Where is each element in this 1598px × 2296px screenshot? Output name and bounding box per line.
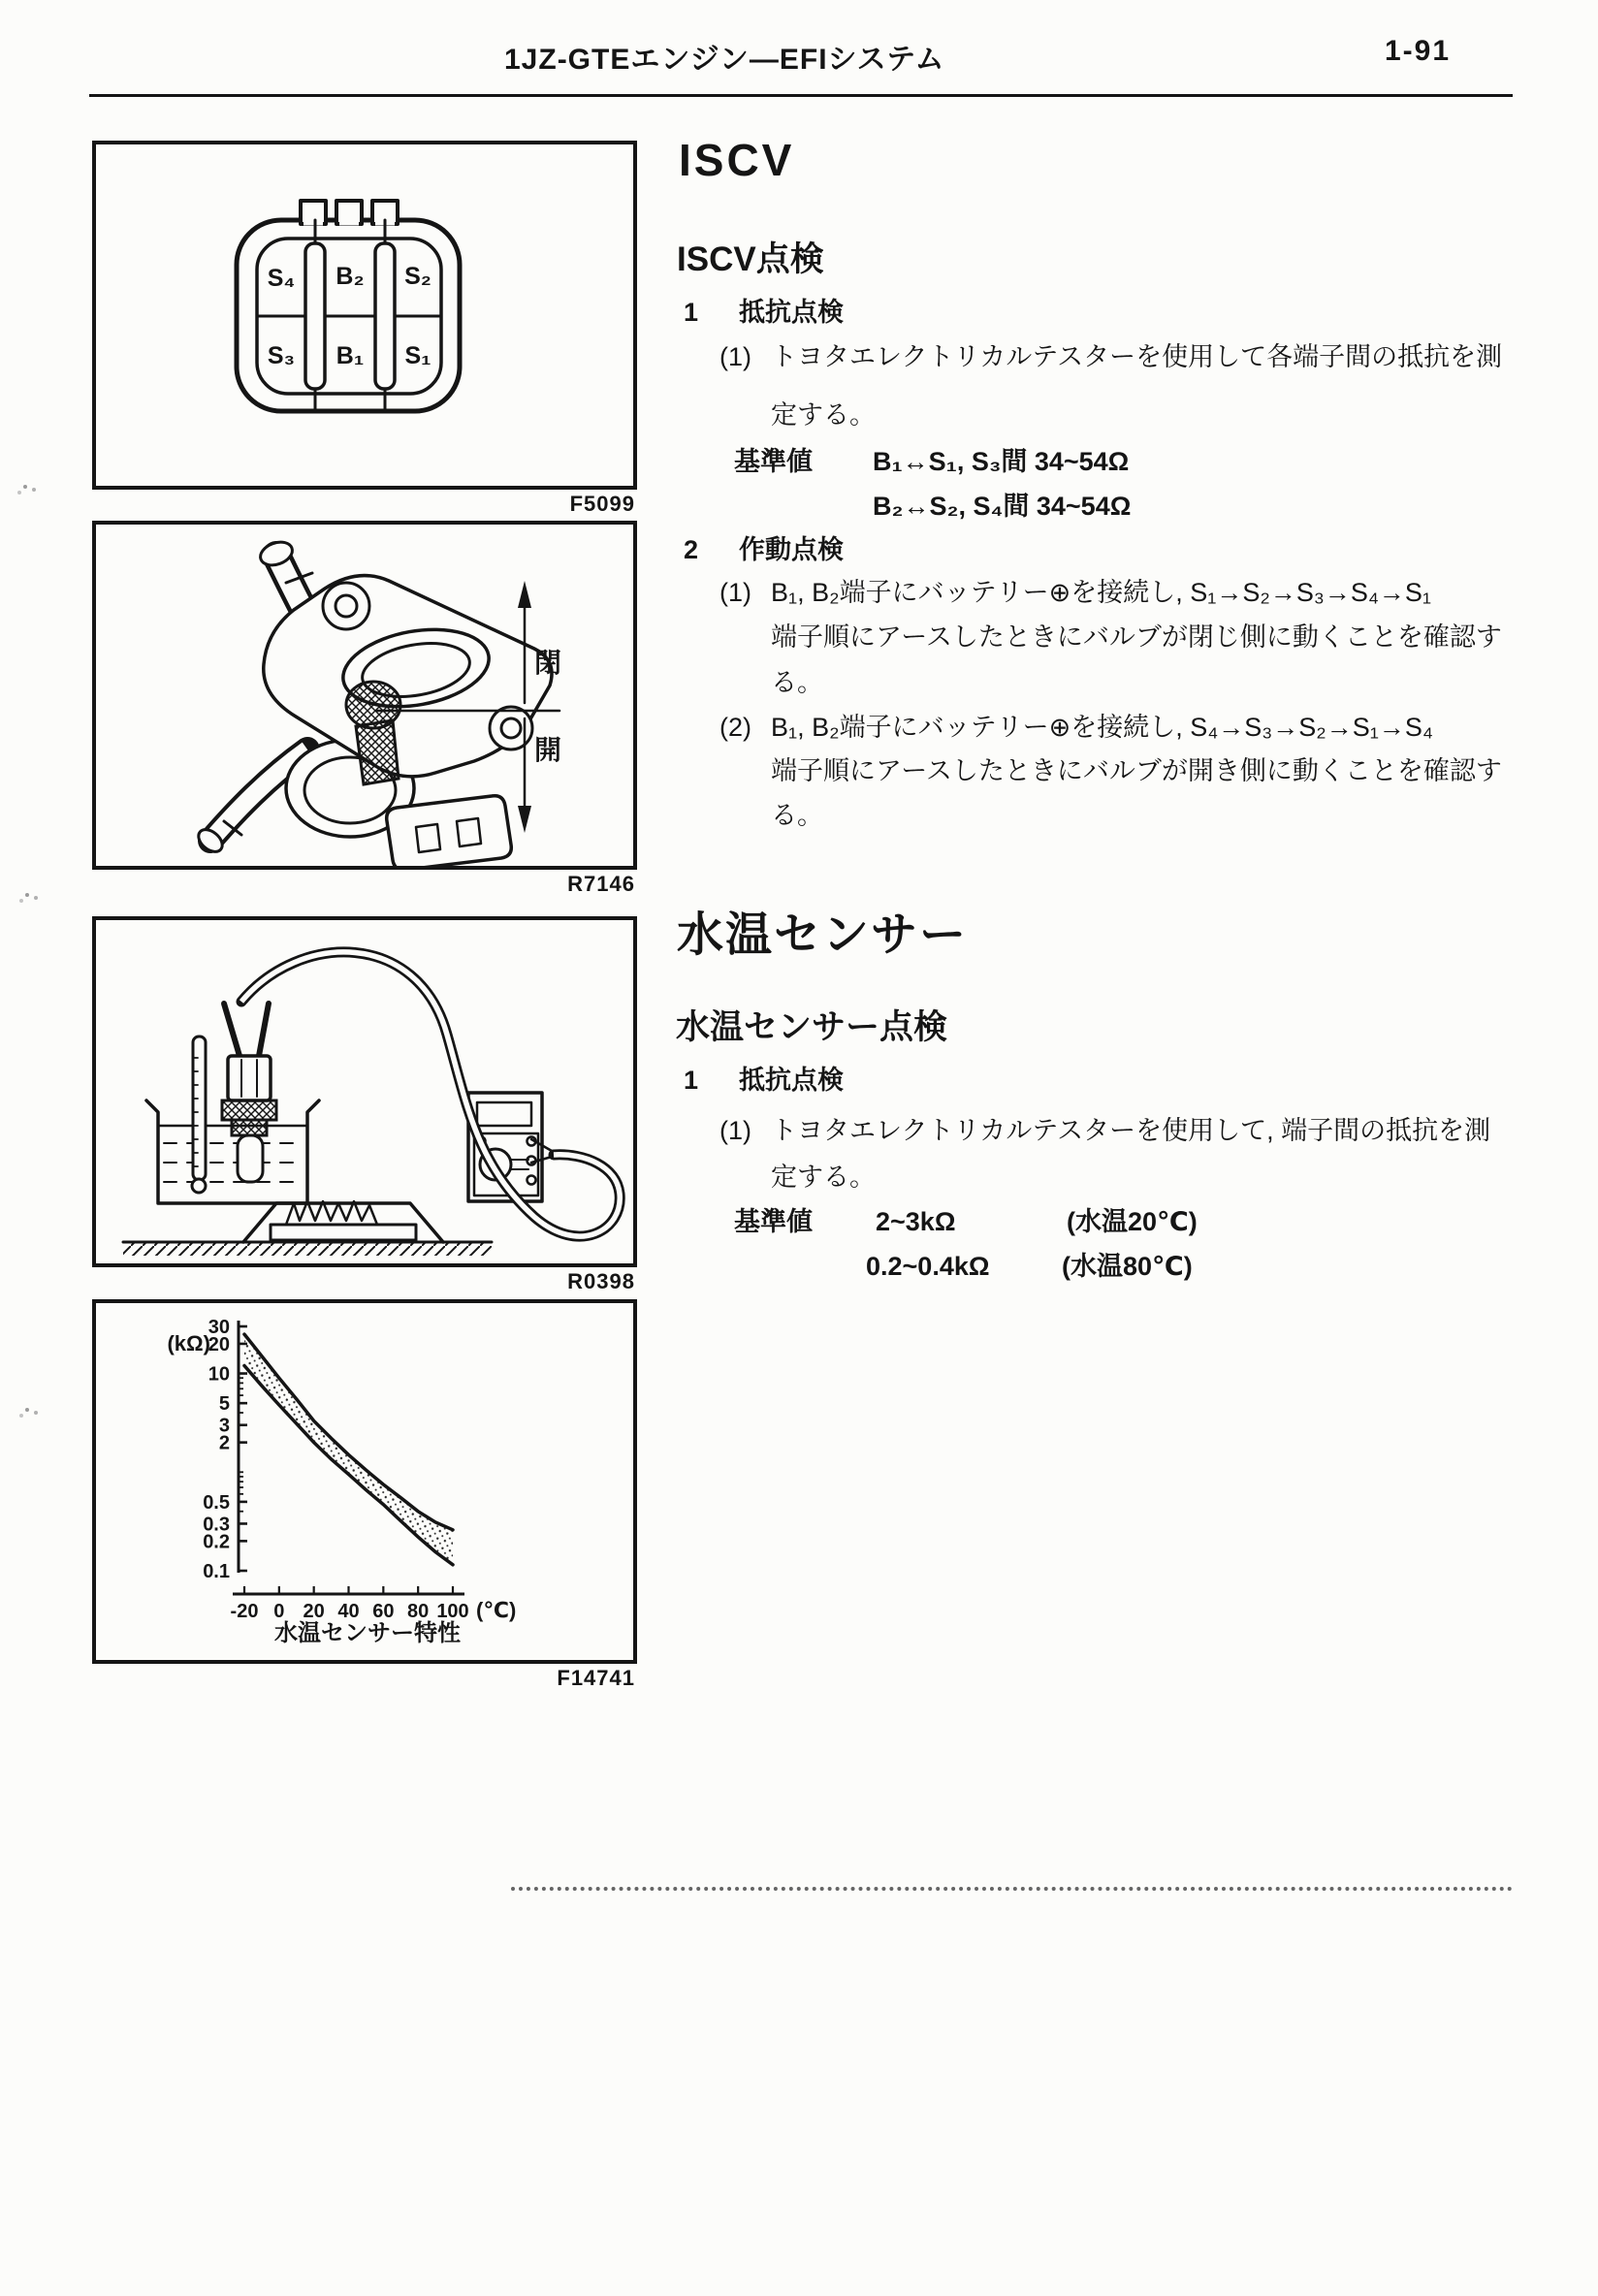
heading-number: 1 <box>684 298 699 327</box>
section-title-iscv: ISCV <box>679 135 795 185</box>
figure-code: R7146 <box>567 872 635 896</box>
valve-close-label: 閉 <box>534 648 562 678</box>
svg-text:-20: -20 <box>230 1601 259 1622</box>
step-text: B₁, B₂端子にバッテリー⊕を接続し, S₁→S₂→S₃→S₄→S₁ <box>771 578 1431 607</box>
svg-text:0: 0 <box>273 1601 285 1622</box>
connector-pin-label: B₁ <box>336 342 365 369</box>
scan-artifact <box>25 1408 29 1412</box>
figure-iscv-connector <box>92 141 637 490</box>
figure-code: F14741 <box>557 1666 635 1690</box>
svg-text:0.2: 0.2 <box>203 1531 230 1553</box>
valve-open-label: 開 <box>534 735 562 765</box>
heading-number: 1 <box>684 1066 699 1095</box>
spec-condition: (水温80℃) <box>1062 1252 1193 1281</box>
connector-pin-label: S₄ <box>267 265 296 292</box>
heading-water-temp-inspection: 水温センサー点検 <box>676 1008 948 1046</box>
heading-resistance-check: 抵抗点検 <box>739 298 844 327</box>
chart-y-unit-label: (kΩ) <box>167 1331 210 1355</box>
chart-plot-area <box>203 1317 469 1622</box>
figure-water-temp-test-setup <box>92 916 637 1267</box>
burner-stand <box>243 1203 443 1242</box>
header-rule <box>89 94 1513 97</box>
connector-pin-label: S₂ <box>404 263 431 290</box>
step-text: B₁, B₂端子にバッテリー⊕を接続し, S₄→S₃→S₂→S₁→S₄ <box>771 713 1433 742</box>
figure-code: F5099 <box>569 492 635 516</box>
connector-pin-label: S₃ <box>267 342 296 369</box>
scan-artifact <box>25 893 29 897</box>
svg-text:10: 10 <box>208 1363 230 1386</box>
test-setup-drawing <box>96 920 633 1263</box>
arrow-up-icon <box>518 581 531 608</box>
step-text: る。 <box>771 668 823 697</box>
svg-text:60: 60 <box>372 1601 395 1622</box>
step-text: 定する。 <box>771 400 876 430</box>
heading-iscv-inspection: ISCV点検 <box>677 240 824 278</box>
step-text: トヨタエレクトリカルテスターを使用して各端子間の抵抗を測 <box>771 342 1503 371</box>
spec-label: 基準値 <box>734 447 813 476</box>
spec-value: 2~3kΩ <box>876 1207 956 1236</box>
step-number: (1) <box>719 578 751 607</box>
heading-operation-check: 作動点検 <box>739 535 844 564</box>
step-text: 端子順にアースしたときにバルブが開き側に動くことを確認す <box>771 756 1502 785</box>
svg-text:30: 30 <box>208 1317 230 1338</box>
figure-sensor-characteristic-chart <box>92 1299 637 1664</box>
spec-value: B₂↔S₂, S₄間 34~54Ω <box>873 492 1132 521</box>
spec-value: 0.2~0.4kΩ <box>866 1252 990 1281</box>
connector-pin-label: S₁ <box>404 342 431 369</box>
step-text: トヨタエレクトリカルテスターを使用して, 端子間の抵抗を測 <box>771 1116 1491 1145</box>
step-text: 端子順にアースしたときにバルブが閉じ側に動くことを確認す <box>771 622 1502 652</box>
step-number: (2) <box>719 713 751 742</box>
water-temp-sensor <box>228 1056 271 1100</box>
svg-text:40: 40 <box>337 1601 360 1622</box>
ground-hatch <box>123 1242 492 1256</box>
svg-text:2: 2 <box>218 1432 230 1454</box>
chart-x-unit-label: (℃) <box>476 1598 517 1622</box>
spec-label: 基準値 <box>734 1207 813 1236</box>
svg-text:20: 20 <box>208 1333 230 1355</box>
page-number: 1-91 <box>1385 35 1452 67</box>
figure-iscv-valve <box>92 521 637 870</box>
svg-text:0.3: 0.3 <box>203 1514 230 1536</box>
test-lead <box>259 1004 269 1056</box>
iscv-valve-drawing <box>96 525 633 866</box>
heading-number: 2 <box>684 535 699 564</box>
svg-text:5: 5 <box>218 1393 230 1416</box>
svg-text:80: 80 <box>407 1601 430 1622</box>
test-lead <box>224 1004 240 1056</box>
chart-caption: 水温センサー特性 <box>274 1620 461 1646</box>
svg-text:0.1: 0.1 <box>203 1561 230 1582</box>
step-number: (1) <box>719 342 751 371</box>
section-title-water-temp-sensor: 水温センサー <box>677 909 969 961</box>
sensor-characteristic-chart <box>96 1303 633 1660</box>
svg-text:100: 100 <box>436 1601 469 1622</box>
spec-condition: (水温20℃) <box>1067 1207 1198 1236</box>
figure-code: R0398 <box>567 1269 635 1293</box>
arrow-down-icon <box>518 806 531 833</box>
page-header-title: 1JZ-GTEエンジン—EFIシステム <box>504 44 945 76</box>
step-number: (1) <box>719 1116 751 1145</box>
svg-text:20: 20 <box>303 1601 325 1622</box>
iscv-connector-drawing <box>96 144 633 486</box>
scan-artifact <box>23 485 27 489</box>
footer-dotted-rule <box>511 1887 1513 1891</box>
spec-value: B₁↔S₁, S₃間 34~54Ω <box>873 447 1130 476</box>
connector-pin-label: B₂ <box>336 263 365 290</box>
svg-text:0.5: 0.5 <box>203 1491 230 1514</box>
step-text: 定する。 <box>771 1163 876 1192</box>
step-text: る。 <box>771 801 823 830</box>
heading-resistance-check: 抵抗点検 <box>739 1066 844 1095</box>
svg-text:3: 3 <box>218 1415 230 1437</box>
